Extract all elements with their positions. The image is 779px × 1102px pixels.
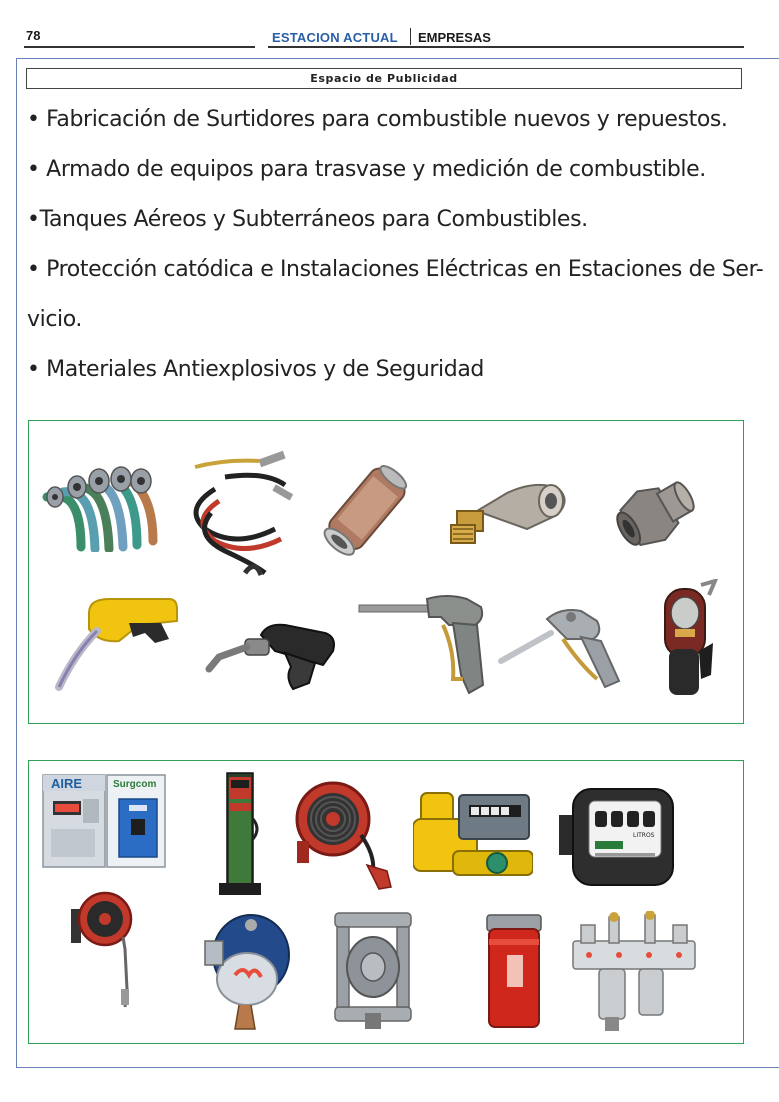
adapter-fitting-icon [611, 473, 701, 555]
products-box-fittings-nozzles [28, 420, 744, 724]
list-item: vicio. [27, 307, 83, 332]
frame-bottom-border [16, 1067, 779, 1068]
ad-space-banner: Espacio de Publicidad [26, 68, 742, 89]
grey-nozzle-icon [357, 595, 502, 695]
black-nozzle-icon [205, 617, 345, 697]
meter-unit-label: LITROS [633, 832, 655, 839]
hoses-icon [41, 457, 161, 552]
services-list [27, 95, 764, 395]
list-item: • Protección catódica e Instalaciones Eléctricas en Estaciones de Ser- [27, 257, 764, 282]
frame-left-border [16, 58, 17, 1068]
list-item: •Tanques Aéreos y Subterráneos para Combustibles. [27, 207, 588, 232]
air-tower-icon [217, 769, 263, 899]
fuel-filter-icon [481, 911, 547, 1033]
filter-regulator-icon [569, 911, 699, 1035]
flow-meter-icon [413, 779, 533, 891]
header-separator [410, 28, 411, 45]
transfer-pump-icon [199, 911, 295, 1035]
coiled-hose-icon [185, 449, 295, 577]
brand-label: Surgcom [113, 779, 157, 790]
section-title: ESTACION ACTUAL [272, 30, 398, 45]
breakaway-coupling-icon [317, 461, 413, 561]
air-station-icon [41, 773, 167, 871]
page-number: 78 [26, 28, 41, 43]
aire-label: AIRE [51, 776, 83, 791]
swivel-fitting-icon [447, 471, 577, 551]
frame-top-border [16, 58, 779, 59]
digital-meter-icon [555, 779, 677, 891]
section-subtitle: EMPRESAS [418, 30, 491, 45]
handheld-meter-icon [653, 579, 723, 703]
header-rule-left [24, 46, 255, 48]
list-item: • Armado de equipos para trasvase y medición de combustible. [27, 157, 706, 182]
list-item: • Materiales Antiexplosivos y de Seguridad [27, 357, 484, 382]
diaphragm-pump-icon [325, 907, 421, 1031]
header-rule-right [268, 46, 744, 48]
wall-hose-reel-icon [69, 889, 149, 1011]
yellow-nozzle-icon [49, 593, 179, 693]
aluminum-nozzle-icon [497, 597, 627, 689]
hose-reel-icon [291, 779, 401, 891]
products-box-equipment [28, 760, 744, 1044]
list-item: • Fabricación de Surtidores para combustible nuevos y repuestos. [27, 107, 728, 132]
